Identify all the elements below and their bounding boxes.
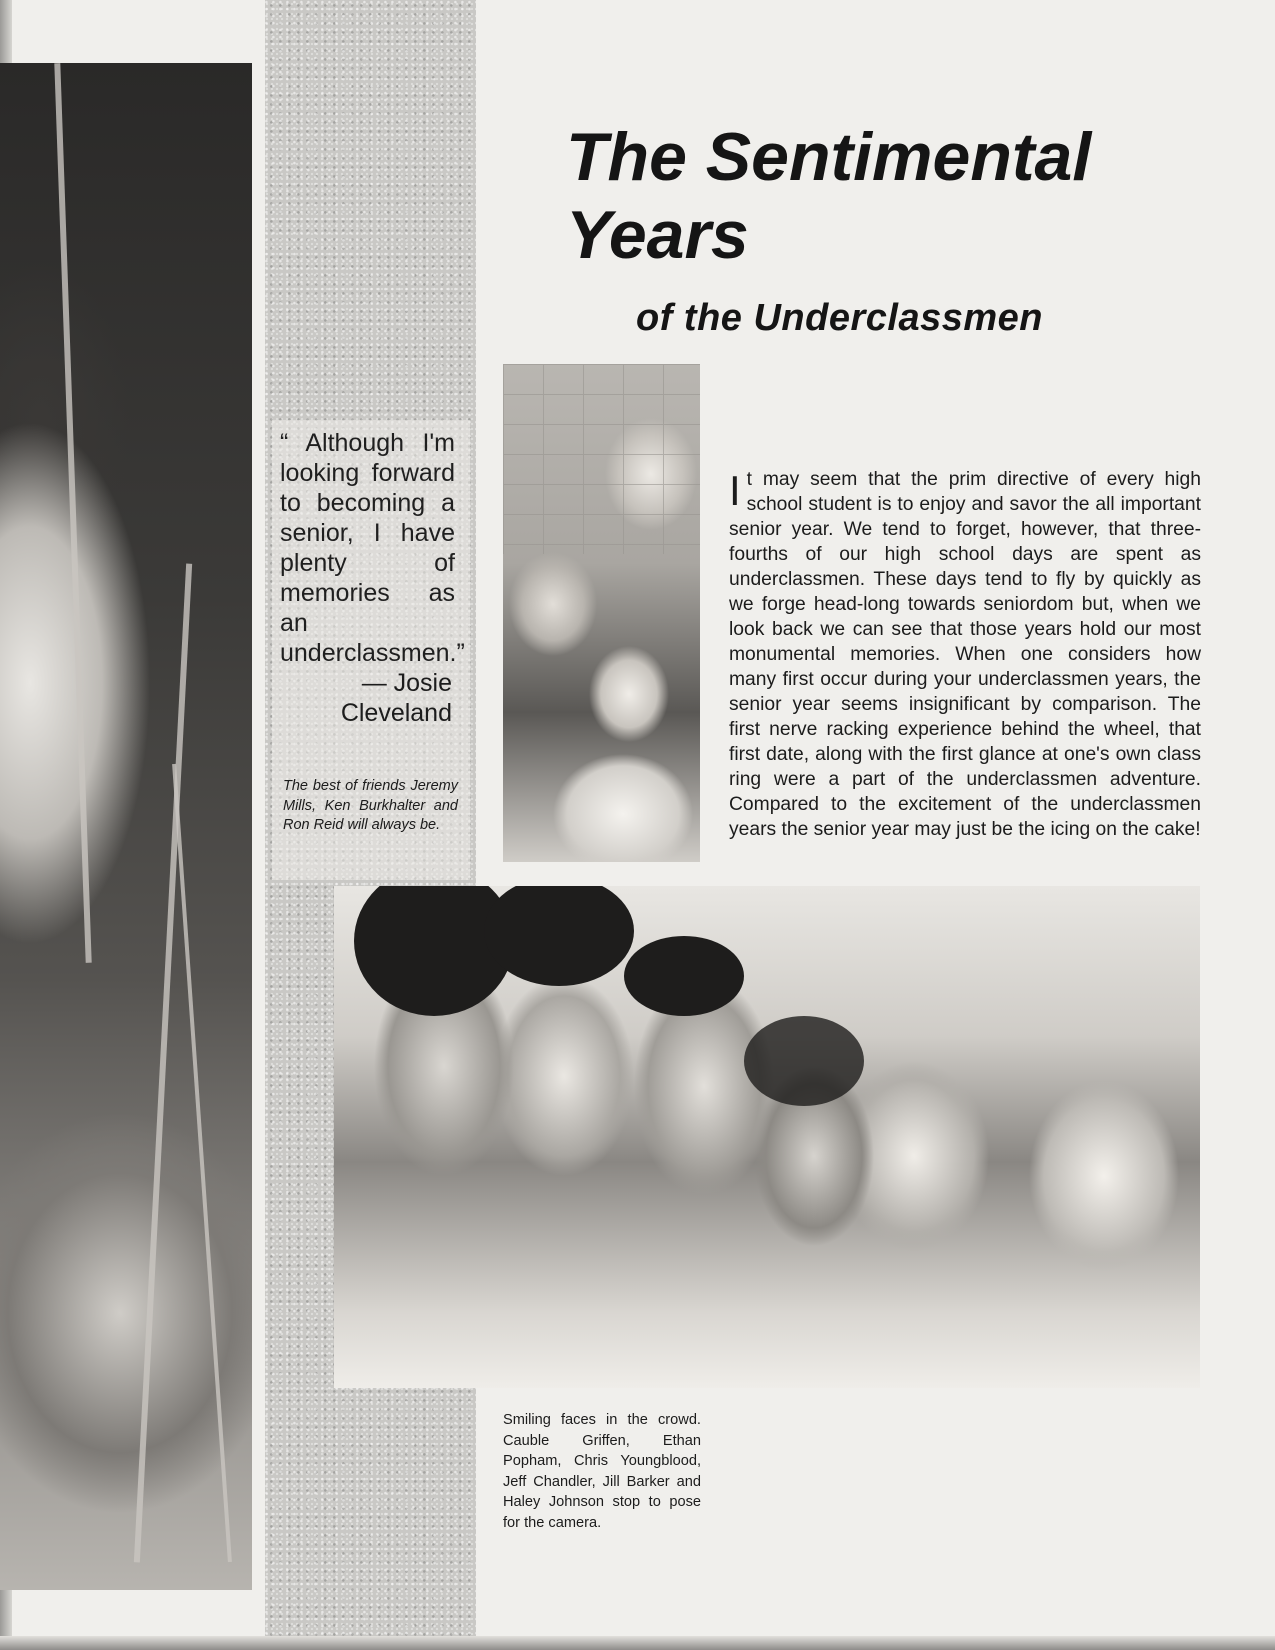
article-body xyxy=(729,467,1201,842)
tile-wall xyxy=(503,364,700,554)
quote-attribution: — Josie Cleveland xyxy=(340,669,452,727)
page-subtitle: of the Underclassmen xyxy=(636,297,1043,339)
crowd-photo xyxy=(334,886,1200,1388)
article-body-text: t may seem that the prim directive of every high school student is to enjoy and savor the all important senior year. We tend to forget, however, that three-fourths of our high school days are spent as underclassmen. These days tend to fly by quickly as we forge head-long towards seniordom but, when we look back we can see that those years hold our most monumental memories. When one considers how many first occur during your underclassmen years, the senior year seems insignificant by comparison. The first nerve racking experience behind the wheel, that first date, along with the first glance at one's own class ring were a part of the underclassmen adventure. Compared to the excitement of the underclassmen years the senior year may just be the icing on the cake! xyxy=(729,469,1201,840)
left-edge-photo xyxy=(0,63,252,1590)
friends-photo xyxy=(503,364,700,862)
hair-shape xyxy=(744,1016,864,1106)
pull-quote: “ Although I'm looking forward to becoming a senior, I have plenty of memories as an underclassmen.” xyxy=(280,429,465,667)
page-bottom-edge xyxy=(0,1636,1275,1650)
friends-photo-caption: The best of friends Jeremy Mills, Ken Burkhalter and Ron Reid will always be. xyxy=(283,778,458,833)
hair-shape xyxy=(624,936,744,1016)
crowd-photo-caption: Smiling faces in the crowd. Cauble Griffen, Ethan Popham, Chris Youngblood, Jeff Chandler, Jill Barker and Haley Johnson stop to pose for the camera. xyxy=(503,1412,701,1531)
page-title: The Sentimental Years xyxy=(566,119,1092,273)
drop-cap: I xyxy=(729,467,741,514)
